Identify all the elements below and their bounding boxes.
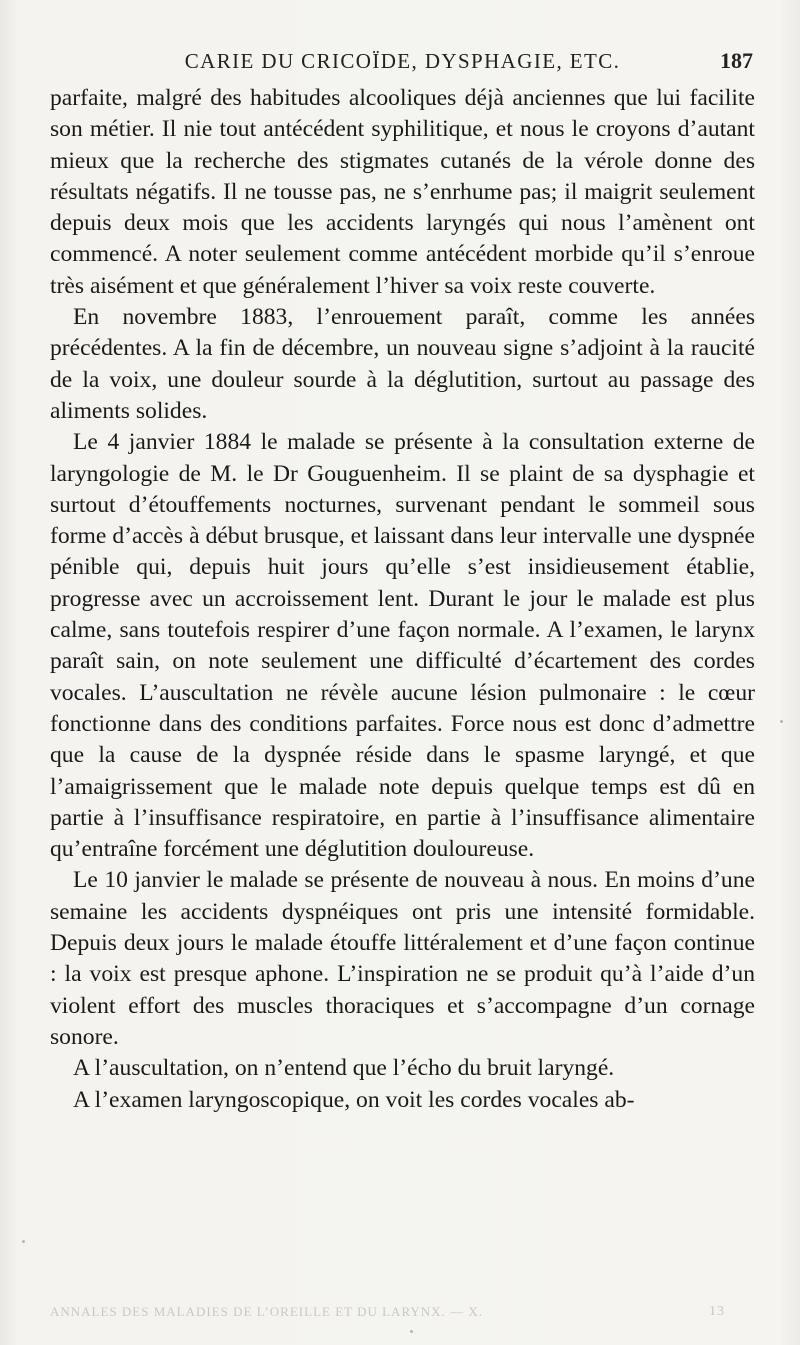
body-text <box>50 83 755 1116</box>
paragraph: A l’auscultation, on n’entend que l’écho du bruit laryngé. <box>73 1055 615 1082</box>
running-head <box>50 44 755 78</box>
paragraph: Le 4 janvier 1884 le malade se présente à la consultation externe de laryngologie de M. le Dr Gouguenheim. Il se plaint de sa dysphagie et surtout d’étouffements nocturnes, survenant pendant le sommeil sous forme d’accès à début brusque, et laissant dans leur intervalle une dyspnée pénible qui, depuis huit jours qu’elle s’est insidieusement établie, progresse avec un accroissement lent. Durant le jour le malade est plus calme, sans toutefois respirer d’une façon normale. A l’examen, le larynx paraît sain, on note seulement une difficulté d’écartement des cordes vocales. L’auscultation ne révèle aucune lésion pulmonaire : le cœur fonctionne dans des conditions parfaites. Force nous est donc d’admettre que la cause de la dyspnée réside dans le spasme laryngé, et que l’amaigrissement que le malade note depuis quelque temps est dû en partie à l’insuffisance respiratoire, en partie à l’insuffisance alimentaire qu’entraîne forcément une déglutition douloureuse. <box>50 429 755 863</box>
paragraph-continuation: parfaite, malgré des habitudes alcooliques déjà anciennes que lui facilite son métier. Il nie tout antécédent syphilitique, et nous le croyons d’autant mieux que la recherche des stigmates cutanés de la vérole donne des résultats négatifs. Il ne tousse pas, ne s’enrhume pas; il maigrit seulement depuis deux mois que les accidents laryngés qui nous l’amènent ont commencé. A noter seulement comme antécédent morbide qu’il s’enroue très aisément et que généralement l’hiver sa voix reste couverte. <box>50 85 755 299</box>
running-title: CARIE DU CRICOÏDE, DYSPHAGIE, ETC. <box>184 49 621 73</box>
signature-mark: 13 <box>709 1304 725 1319</box>
paper-speck <box>22 1240 25 1243</box>
journal-line: ANNALES DES MALADIES DE L’OREILLE ET DU LARYNX. — X. <box>50 1304 483 1319</box>
paper-speck <box>780 720 783 723</box>
paragraph: Le 10 janvier le malade se présente de nouveau à nous. En moins d’une semaine les accidents dyspnéiques ont pris une intensité formidable. Depuis deux jours le malade étouffe littéralement et d’une façon continue : la voix est presque aphone. L’inspiration ne se produit qu’à l’aide d’un violent effort des muscles thoraciques et s’accompagne d’un cornage sonore. <box>50 867 755 1050</box>
page-number: 187 <box>720 48 753 73</box>
page-footer <box>50 1300 755 1324</box>
paragraph: A l’examen laryngoscopique, on voit les cordes vocales ab- <box>73 1086 635 1113</box>
paragraph: En novembre 1883, l’enrouement paraît, comme les années précédentes. A la fin de décembre, un nouveau signe s’adjoint à la raucité de la voix, une douleur sourde à la déglutition, surtout au passage des aliments solides. <box>50 304 755 424</box>
paper-speck <box>410 1330 413 1333</box>
